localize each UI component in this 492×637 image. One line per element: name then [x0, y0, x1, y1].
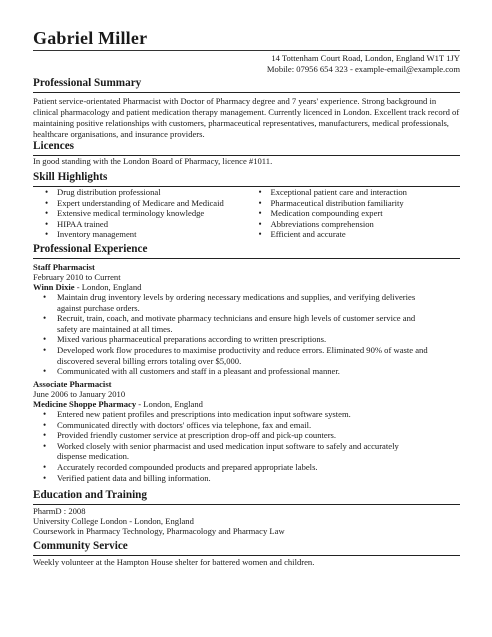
- job-bullets: [57, 292, 460, 377]
- education-school: University College London - London, England: [33, 516, 194, 526]
- candidate-name: Gabriel Miller: [33, 28, 148, 48]
- community-heading: Community Service: [33, 540, 128, 552]
- skills-right-column: [247, 187, 461, 240]
- job-company-line: [33, 282, 141, 292]
- skill-item: • Exceptional patient care and interaction: [247, 187, 461, 198]
- job-bullet: • Provided friendly customer service at prescription drop-off and pick-up counters.: [57, 430, 460, 441]
- skill-item: • Pharmaceutical distribution familiarity: [247, 198, 461, 209]
- job-bullet: • Entered new patient profiles and prescriptions into medication input software system.: [57, 409, 460, 420]
- community-text: Weekly volunteer at the Hampton House shelter for battered women and children.: [33, 557, 315, 567]
- job-bullet: • Communicated directly with doctors' offices via telephone, fax and email.: [57, 420, 460, 431]
- job-role: Staff Pharmacist: [33, 262, 95, 272]
- community-divider: [33, 555, 460, 556]
- job-location: - London, England: [136, 399, 203, 409]
- job-dates: February 2010 to Current: [33, 272, 121, 282]
- skill-item: • Inventory management: [33, 229, 247, 240]
- licences-text: In good standing with the London Board of Pharmacy, licence #1011.: [33, 156, 273, 166]
- skills-list: [33, 187, 460, 240]
- job-bullet: • Accurately recorded compounded products and prepared appropriate labels.: [57, 462, 460, 473]
- job-bullet: • Recruit, train, coach, and motivate pharmacy technicians and ensure high levels of customer service and: [57, 313, 460, 324]
- address-line: 14 Tottenham Court Road, London, England W1T 1JY: [271, 53, 460, 63]
- skill-item: • HIPAA trained: [33, 219, 247, 230]
- job-location: - London, England: [74, 282, 142, 292]
- job-bullet: • Verified patient data and billing information.: [57, 473, 460, 484]
- job-company: Medicine Shoppe Pharmacy: [33, 399, 137, 409]
- skill-item: • Drug distribution professional: [33, 187, 247, 198]
- skill-item: • Medication compounding expert: [247, 208, 461, 219]
- job-bullet: • Developed work flow procedures to maximise productivity and reduce errors. Eliminated 90% of waste and: [57, 345, 460, 356]
- skills-left-column: [33, 187, 247, 240]
- job-bullet: • Communicated with all customers and staff in a pleasant and professional manner.: [57, 366, 460, 377]
- licences-heading: Licences: [33, 140, 75, 152]
- job-company: Winn Dixie: [33, 282, 75, 292]
- contact-line: Mobile: 07956 654 323 - example-email@example.com: [266, 63, 460, 74]
- skill-item: • Expert understanding of Medicare and Medicaid: [33, 198, 247, 209]
- education-heading: Education and Training: [33, 489, 147, 501]
- job-dates: June 2006 to January 2010: [33, 389, 126, 399]
- job-bullet-continuation: dispense medication.: [57, 451, 130, 462]
- experience-heading: Professional Experience: [33, 243, 148, 255]
- education-divider: [33, 504, 460, 505]
- skill-item: • Extensive medical terminology knowledge: [33, 208, 247, 219]
- summary-text: Patient service-orientated Pharmacist with Doctor of Pharmacy degree and 7 years' experience. Strong background in clinical pharmacology and patient medication therapy management. Currently licenced in London. Excellent track record of maintaining positive relationships with customers, pharmaceutical representatives, manufacturers, medical professionals, healthcare organisations, and insurance providers.: [33, 96, 460, 139]
- summary-divider: [33, 92, 460, 93]
- skills-heading: Skill Highlights: [33, 171, 108, 183]
- job-bullet-continuation: safety are maintained at all times.: [57, 323, 173, 334]
- job-bullet-continuation: against purchase orders.: [57, 302, 140, 313]
- skill-item: • Abbreviations comprehension: [247, 219, 461, 230]
- job-bullets: [57, 409, 460, 483]
- contact-block: [267, 53, 460, 74]
- job-bullet: • Maintain drug inventory levels by ordering necessary medications and supplies, and verifying deliveries: [57, 292, 460, 303]
- job-bullet-continuation: discovered several billing errors totaling over $5,000.: [57, 355, 242, 366]
- header-divider: [33, 50, 460, 51]
- education-degree: PharmD : 2008: [33, 506, 86, 516]
- job-bullet: • Worked closely with senior pharmacist and used medication input software to safely and accurately: [57, 441, 460, 452]
- job-company-line: [33, 399, 203, 409]
- job-bullet: • Mixed various pharmaceutical preparations according to written prescriptions.: [57, 334, 460, 345]
- skill-item: • Efficient and accurate: [247, 229, 461, 240]
- experience-divider: [33, 258, 460, 259]
- summary-heading: Professional Summary: [33, 77, 142, 89]
- job-role: Associate Pharmacist: [33, 379, 112, 389]
- education-coursework: Coursework in Pharmacy Technology, Pharmacology and Pharmacy Law: [33, 526, 285, 536]
